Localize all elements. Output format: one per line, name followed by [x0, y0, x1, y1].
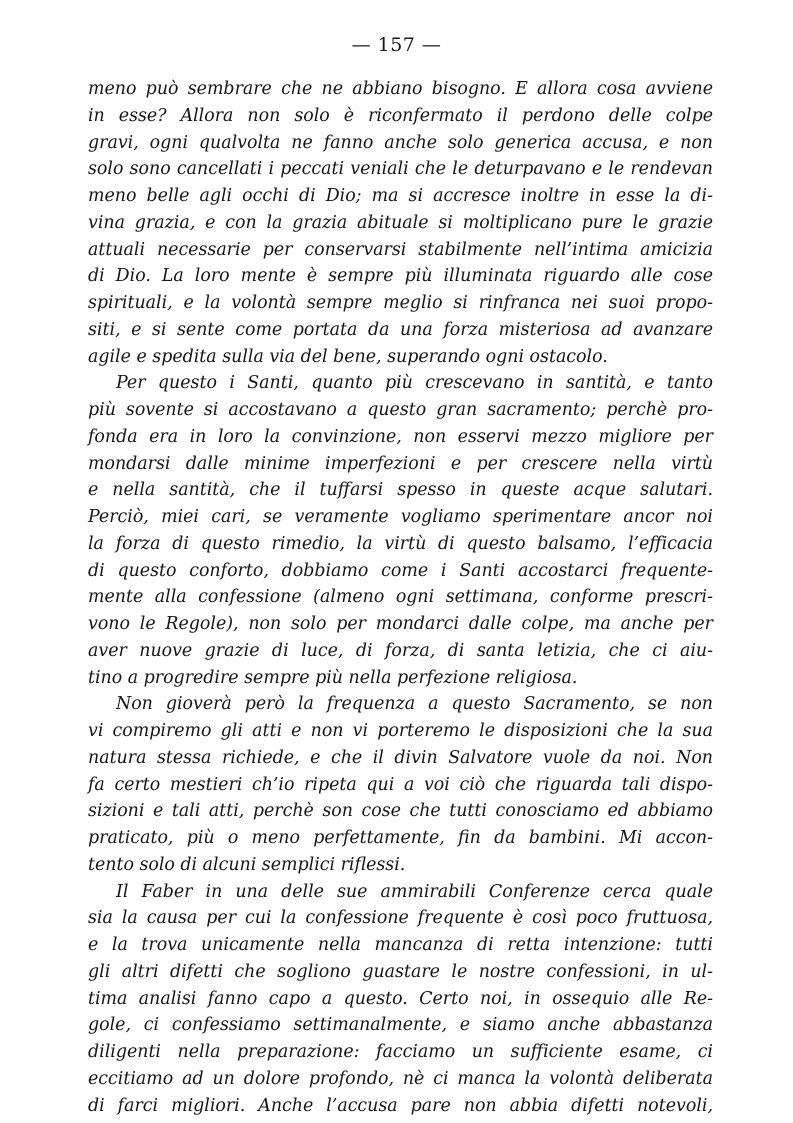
- text-line: gole, ci confessiamo settimanalmente, e siamo anche abbastanza: [88, 1015, 713, 1036]
- text-line: attuali necessarie per conservarsi stabilmente nell’intima amicizia: [88, 239, 713, 260]
- text-line: di questo conforto, dobbiamo come i Santi accostarci frequente-: [88, 560, 713, 581]
- text-line: praticato, più o meno perfettamente, fin da bambini. Mi accon-: [88, 828, 713, 848]
- text-line: in esse? Allora non solo è riconfermato il perdono delle colpe: [88, 105, 713, 126]
- body-text: [88, 76, 713, 1119]
- text-line: aver nuove grazie di luce, di forza, di santa letizia, che ci aiu-: [88, 640, 713, 661]
- text-line: diligenti nella preparazione: facciamo un sufficiente esame, ci: [88, 1042, 713, 1062]
- text-line: eccitiamo ad un dolore profondo, nè ci manca la volontà deliberata: [88, 1068, 713, 1089]
- text-line: siti, e si sente come portata da una forza misteriosa ad avanzare: [88, 319, 713, 340]
- page-number: — 157 —: [351, 34, 442, 56]
- text-line: tima analisi fanno capo a questo. Certo noi, in ossequio alle Re-: [88, 988, 713, 1009]
- text-line: tento solo di alcuni semplici riflessi.: [88, 854, 406, 875]
- text-line: e nella santità, che il tuffarsi spesso in queste acque salutari.: [88, 480, 713, 501]
- text-line: fa certo mestieri ch’io ripeta qui a voi ciò che riguarda tali dispo-: [88, 774, 713, 795]
- text-line: Non gioverà però la frequenza a questo Sacramento, se non: [116, 694, 713, 715]
- text-line: gravi, ogni qualvolta ne fanno anche solo generica accusa, e non: [88, 132, 713, 153]
- text-line: meno belle agli occhi di Dio; ma si accresce inoltre in esse la di-: [88, 186, 713, 206]
- text-line: fonda era in loro la convinzione, non esservi mezzo migliore per: [88, 426, 713, 447]
- text-line: tino a progredire sempre più nella perfezione religiosa.: [88, 667, 578, 688]
- text-line: e la trova unicamente nella mancanza di retta intenzione: tutti: [88, 935, 713, 955]
- text-line: spirituali, e la volontà sempre meglio si rinfranca nei suoi propo-: [88, 293, 713, 313]
- text-line: più sovente si accostavano a questo gran sacramento; perchè pro-: [88, 400, 713, 420]
- text-line: gli altri difetti che sogliono guastare le nostre confessioni, in ul-: [88, 961, 713, 982]
- text-line: vono le Regole), non solo per mondarci dalle colpe, ma anche per: [88, 614, 713, 634]
- text-line: agile e spedita sulla via del bene, superando ogni ostacolo.: [88, 346, 608, 367]
- text-line: vi compiremo gli atti e non vi porteremo le disposizioni che la sua: [88, 721, 713, 741]
- text-line: vina grazia, e con la grazia abituale si moltiplicano pure le grazie: [88, 212, 713, 233]
- text-line: Il Faber in una delle sue ammirabili Conferenze cerca quale: [116, 881, 713, 902]
- text-line: mente alla confessione (almeno ogni settimana, conforme prescri-: [88, 587, 713, 608]
- text-line: solo sono cancellati i peccati veniali che le deturpavano e le rendevan: [88, 159, 713, 180]
- text-line: mondarsi dalle minime imperfezioni e per crescere nella virtù: [88, 453, 713, 474]
- text-line: sia la causa per cui la confessione frequente è così poco fruttuosa,: [88, 908, 713, 929]
- text-line: natura stessa richiede, e che il divin Salvatore vuole da noi. Non: [88, 747, 713, 768]
- text-line: sizioni e tali atti, perchè son cose che tutti conosciamo ed abbiamo: [88, 801, 713, 822]
- text-line: Per questo i Santi, quanto più crescevano in santità, e tanto: [116, 373, 713, 394]
- text-line: la forza di questo rimedio, la virtù di questo balsamo, l’efficacia: [88, 533, 713, 554]
- text-line: meno può sembrare che ne abbiano bisogno. E allora cosa avviene: [88, 79, 713, 99]
- text-line: di Dio. La loro mente è sempre più illuminata riguardo alle cose: [88, 266, 713, 287]
- text-line: di farci migliori. Anche l’accusa pare non abbia difetti notevoli,: [88, 1095, 713, 1116]
- text-line: Perciò, miei cari, se veramente vogliamo sperimentare ancor noi: [88, 507, 713, 527]
